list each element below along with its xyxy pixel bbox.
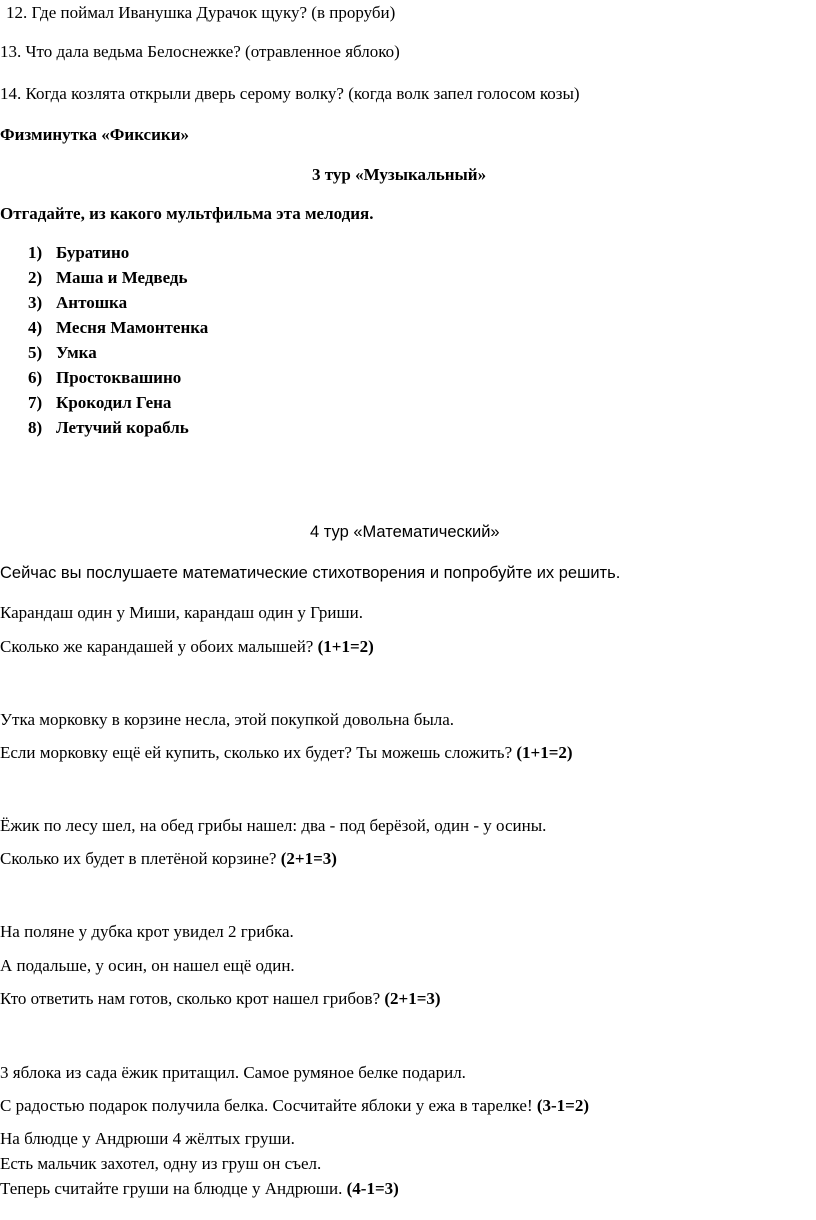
list-number: 3) [28, 293, 43, 312]
poem-text: С радостью подарок получила белка. Сосчитайте яблоки у ежа в тарелке! [0, 1096, 537, 1115]
poem-line: 3 яблока из сада ёжик притащил. Самое румяное белке подарил. [0, 1063, 466, 1082]
list-item [28, 393, 171, 413]
poem-answer: (2+1=3) [280, 849, 337, 868]
question-13: 13. Что дала ведьма Белоснежке? (отравленное яблоко) [0, 42, 400, 61]
poem-line: А подальше, у осин, он нашел ещё один. [0, 956, 295, 975]
poem-text: Теперь считайте груши на блюдце у Андрюши. [0, 1179, 347, 1198]
poem-text: Сколько же карандашей у обоих малышей? [0, 637, 318, 656]
round3-title: 3 тур «Музыкальный» [312, 165, 487, 184]
list-number: 7) [28, 393, 43, 412]
poem-line: На блюдце у Андрюши 4 жёлтых груши. [0, 1129, 295, 1148]
list-item [28, 318, 208, 338]
poem-line: На поляне у дубка крот увидел 2 грибка. [0, 922, 294, 941]
poem-text: Кто ответить нам готов, сколько крот нашел грибов? [0, 989, 385, 1008]
poem-line: Ёжик по лесу шел, на обед грибы нашел: два - под берёзой, один - у осины. [0, 816, 547, 835]
list-number: 4) [28, 318, 43, 337]
list-text: Месня Мамонтенка [56, 318, 209, 337]
question-14: 14. Когда козлята открыли дверь серому волку? (когда волк запел голосом козы) [0, 84, 580, 103]
list-item [28, 268, 188, 288]
list-text: Летучий корабль [56, 418, 189, 437]
list-item [28, 293, 127, 313]
list-number: 2) [28, 268, 43, 287]
poem-answer: (4-1=3) [346, 1179, 399, 1198]
list-item [28, 418, 189, 438]
poem-line: Есть мальчик захотел, одну из груш он съел. [0, 1154, 322, 1173]
list-number: 1) [28, 243, 43, 262]
poem-line: Утка морковку в корзине несла, этой покупкой довольна была. [0, 710, 455, 729]
poem-answer: (1+1=2) [516, 743, 573, 762]
poem-text: Если морковку ещё ей купить, сколько их будет? Ты можешь сложить? [0, 743, 517, 762]
poem-line [0, 1179, 399, 1199]
list-number: 5) [28, 343, 43, 362]
poem-text: Сколько их будет в плетёной корзине? [0, 849, 281, 868]
round4-title: 4 тур «Математический» [310, 523, 500, 541]
poem-answer: (2+1=3) [384, 989, 441, 1008]
list-item [28, 343, 97, 363]
poem-line [0, 637, 374, 657]
list-text: Антошка [56, 293, 128, 312]
round3-instruction: Отгадайте, из какого мультфильма эта мелодия. [0, 204, 374, 223]
poem-line [0, 1096, 589, 1116]
list-text: Умка [56, 343, 97, 362]
fizminutka-heading: Физминутка «Фиксики» [0, 125, 189, 144]
round4-instruction: Сейчас вы послушаете математические стихотворения и попробуйте их решить. [0, 564, 621, 582]
poem-line [0, 989, 441, 1009]
list-text: Простоквашино [56, 368, 182, 387]
list-number: 6) [28, 368, 43, 387]
poem-line: Карандаш один у Миши, карандаш один у Гриши. [0, 603, 363, 622]
list-item [28, 368, 181, 388]
question-12: 12. Где поймал Иванушка Дурачок щуку? (в проруби) [6, 3, 396, 22]
poem-answer: (3-1=2) [536, 1096, 590, 1115]
list-text: Буратино [56, 243, 130, 262]
poem-line [0, 743, 573, 763]
list-text: Крокодил Гена [56, 393, 172, 412]
poem-answer: (1+1=2) [317, 637, 374, 656]
list-number: 8) [28, 418, 43, 437]
poem-line [0, 849, 337, 869]
list-text: Маша и Медведь [56, 268, 188, 287]
list-item [28, 243, 129, 263]
